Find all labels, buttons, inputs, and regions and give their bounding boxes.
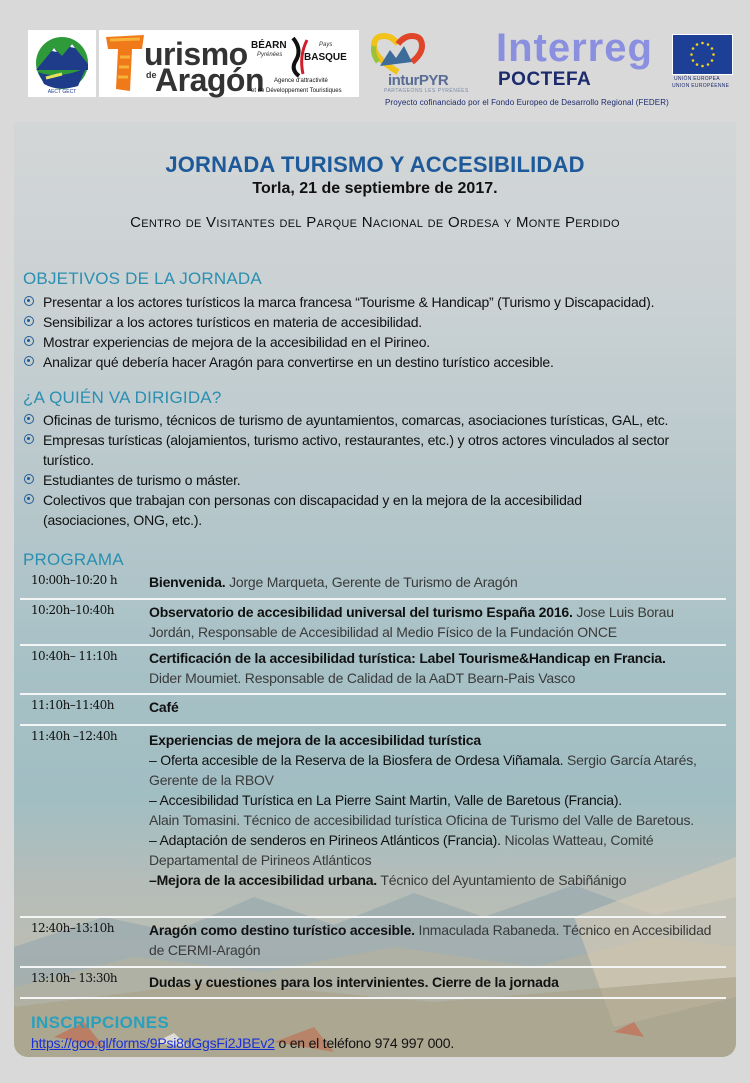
- aect-mountain-icon: [28, 30, 96, 97]
- inturpyr-name: inturPYR: [388, 72, 449, 89]
- event-title: JORNADA TURISMO Y ACCESIBILIDAD: [165, 152, 585, 177]
- radio-bullet-icon: [24, 296, 34, 306]
- list-item: Empresas turísticas (alojamientos, turismo activo, restaurantes, etc.) y otros actores vinculados al sector turístico.: [23, 430, 733, 470]
- table-row: 10:20h–10:40h Observatorio de accesibilidad universal del turismo España 2016. Jose Luis Borau Jordán, Responsable de Accesibilidad al Medio Físico de la Fundación ONCE: [20, 600, 726, 646]
- svg-text:AECT GECT: AECT GECT: [47, 89, 77, 95]
- list-item: Estudiantes de turismo o máster.: [23, 470, 733, 490]
- bearn-label: BÉARN: [251, 40, 287, 51]
- turismo-word: urismo: [144, 36, 248, 72]
- turismo-de: de: [146, 70, 157, 80]
- row-time: 11:10h–11:40h: [31, 698, 114, 712]
- radio-bullet-icon: [24, 414, 34, 424]
- objetivos-list: [23, 292, 733, 372]
- agence-line-1: Agence d'attractivité: [274, 78, 328, 84]
- inturpyr-sub: PARTAGEONS LES PYRÉNÉES: [384, 88, 469, 94]
- aragon-word: Aragón: [155, 62, 264, 98]
- poctefa-wordmark: POCTEFA: [498, 69, 592, 90]
- content-panel: [14, 122, 736, 1057]
- eu-flag-icon: [672, 34, 733, 75]
- basque-label: BASQUE: [304, 52, 347, 63]
- list-item: Colectivos que trabajan con personas con discapacidad y en la mejora de la accesibilidad (asociaciones, ONG, etc.).: [23, 490, 733, 530]
- row-time: 13:10h– 13:30h: [31, 971, 118, 985]
- eu-label-fr: UNION EUROPÉENNE: [672, 83, 730, 89]
- inscripciones-line: [31, 1035, 454, 1051]
- list-item: Oficinas de turismo, técnicos de turismo de ayuntamientos, comarcas, asociaciones turísticas, GAL, etc.: [23, 410, 733, 430]
- table-row: 11:10h–11:40h Café: [20, 695, 726, 726]
- table-row: 10:00h–10:20 h Bienvenida. Jorge Marqueta, Gerente de Turismo de Aragón: [20, 570, 726, 600]
- table-row: 11:40h –12:40h Experiencias de mejora de la accesibilidad turística – Oferta accesible de la Reserva de la Biosfera de Ordesa Viñamala. Sergio García Atarés, Gerente de la RBOV – Accesibilidad Turística en La Pierre Saint Martin, Valle de Baretous (Francia). Alain Tomasini. Técnico de accesibilidad turística Oficina de Turismo del Valle de Baretous. – Adaptación de senderos en Pirineos Atlánticos (Francia). Nicolas Watteau, Comité Departamental de Pirineos Atlánticos –Mejora de la accesibilidad urbana. Técnico del Ayuntamiento de Sabiñánigo: [20, 726, 726, 918]
- radio-bullet-icon: [24, 316, 34, 326]
- turismo-aragon-bearn-logo: [99, 30, 359, 97]
- registration-link[interactable]: https://goo.gl/forms/9Psi8dGgsFi2JBEv2: [31, 1035, 275, 1051]
- list-item: Mostrar experiencias de mejora de la accesibilidad en el Pirineo.: [23, 332, 733, 352]
- bearn-sub-label: Pyrénées: [257, 52, 283, 58]
- interreg-wordmark: Interreg: [496, 26, 653, 70]
- radio-bullet-icon: [24, 434, 34, 444]
- pays-label: Pays: [319, 42, 333, 48]
- eu-label-es: UNIÓN EUROPEA: [674, 76, 720, 82]
- table-row: 13:10h– 13:30h Dudas y cuestiones para los intervinientes. Cierre de la jornada: [20, 968, 726, 999]
- radio-bullet-icon: [24, 356, 34, 366]
- objetivos-heading: OBJETIVOS DE LA JORNADA: [23, 269, 262, 288]
- phone-text: o en el teléfono 974 997 000.: [274, 1035, 455, 1051]
- turismo-t-icon: [106, 35, 144, 91]
- list-item: Presentar a los actores turísticos la marca francesa “Tourisme & Handicap” (Turismo y Discapacidad).: [23, 292, 733, 312]
- event-date: Torla, 21 de septiembre de 2017.: [252, 180, 498, 197]
- list-item: Sensibilizar a los actores turísticos en materia de accesibilidad.: [23, 312, 733, 332]
- event-venue: Centro de Visitantes del Parque Nacional de Ordesa y Monte Perdido: [130, 214, 620, 231]
- row-time: 11:40h –12:40h: [31, 729, 118, 743]
- row-time: 10:40h– 11:10h: [31, 649, 118, 663]
- list-item: Analizar qué debería hacer Aragón para convertirse en un destino turístico accesible.: [23, 352, 733, 372]
- inturpyr-logo: [368, 32, 478, 94]
- table-row: 10:40h– 11:10h Certificación de la accesibilidad turística: Label Tourisme&Handicap en Francia. Dider Moumiet. Responsable de Calidad de la AaDT Bearn-Pais Vasco: [20, 646, 726, 695]
- inturpyr-heart-icon: [368, 32, 428, 76]
- programa-table: [20, 570, 726, 999]
- logo-strip: [0, 0, 750, 120]
- row-time: 12:40h–13:10h: [31, 921, 114, 935]
- radio-bullet-icon: [24, 336, 34, 346]
- agence-line-2: et de Développement Touristiques: [251, 88, 342, 94]
- aect-logo: [28, 30, 96, 97]
- row-time: 10:00h–10:20 h: [31, 573, 118, 587]
- programa-heading: PROGRAMA: [23, 550, 124, 569]
- dirigida-heading: ¿A QUIÉN VA DIRIGIDA?: [23, 388, 222, 407]
- radio-bullet-icon: [24, 494, 34, 504]
- inscripciones-heading: INSCRIPCIONES: [31, 1013, 170, 1032]
- radio-bullet-icon: [24, 474, 34, 484]
- row-time: 10:20h–10:40h: [31, 603, 114, 617]
- dirigida-list: [23, 410, 733, 530]
- feder-note: Proyecto cofinanciado por el Fondo Europeo de Desarrollo Regional (FEDER): [385, 98, 669, 107]
- table-row: 12:40h–13:10h Aragón como destino turístico accesible. Inmaculada Rabaneda. Técnico en Accesibilidad de CERMI-Aragón: [20, 918, 726, 968]
